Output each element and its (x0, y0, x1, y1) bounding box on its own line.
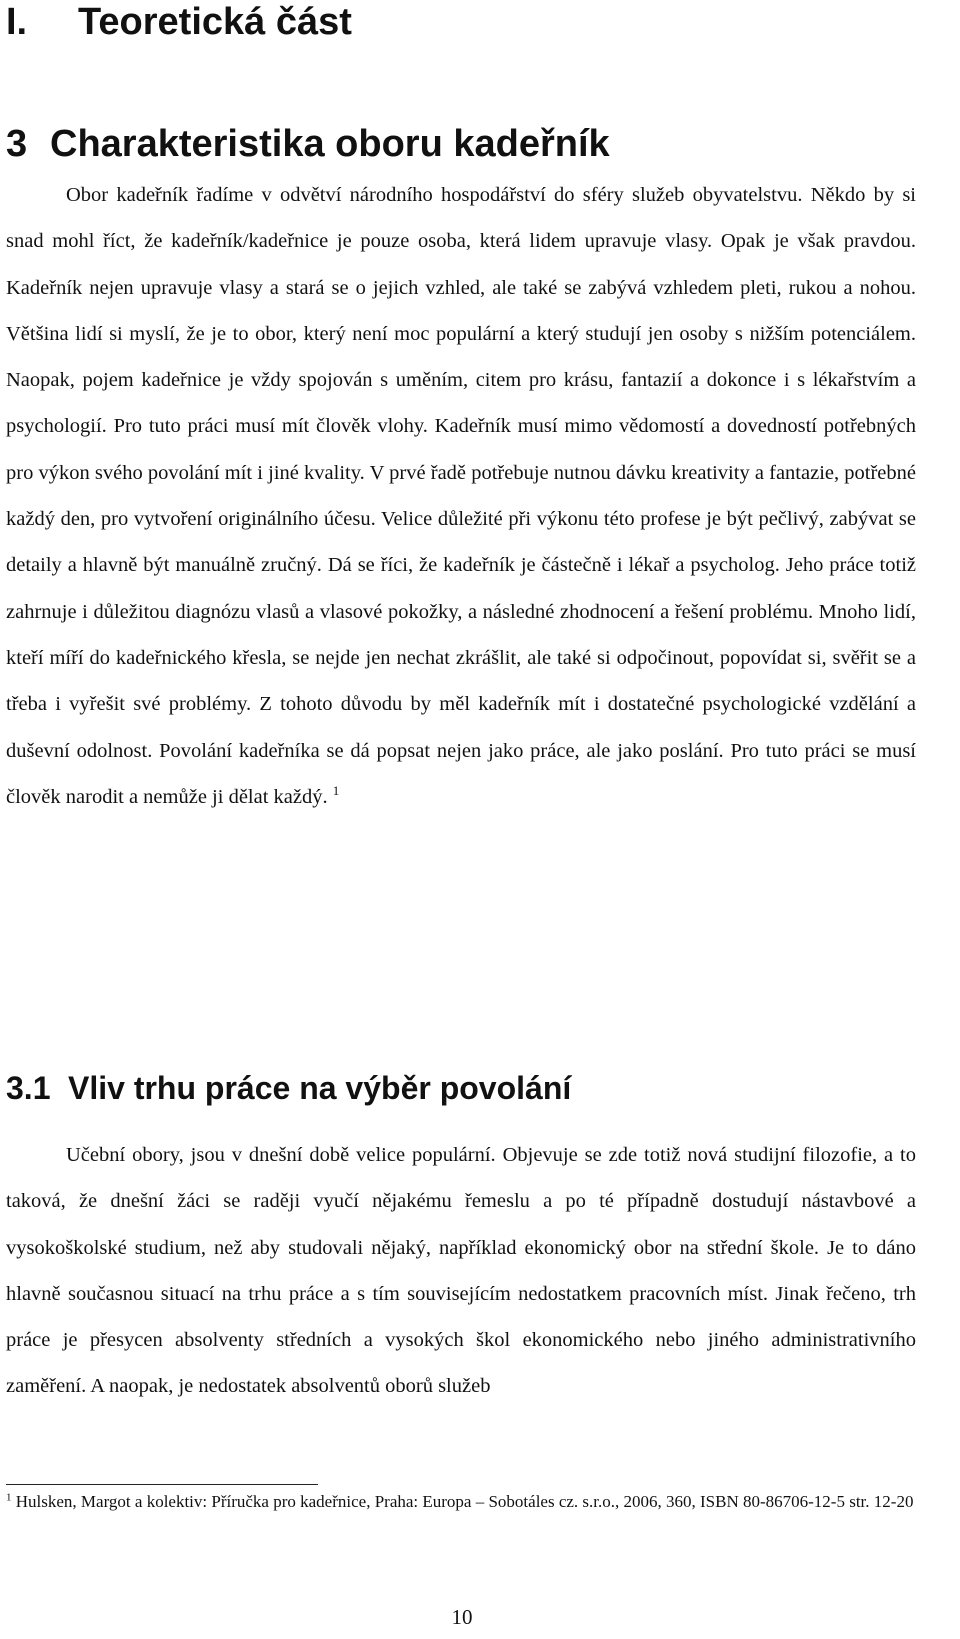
chapter-heading (6, 122, 610, 166)
footnote-reference[interactable]: 1 (332, 783, 340, 799)
footnote-text: Hulsken, Margot a kolektiv: Příručka pro kadeřnice, Praha: Europa – Sobotáles cz. s.r.o., 2006, 360, ISBN 80-86706-12-5 str. 12-20 (15, 1492, 914, 1511)
section-number: 3.1 (6, 1070, 51, 1106)
chapter-title: Charakteristika oboru kadeřník (50, 123, 610, 165)
section-paragraph: Učební obory, jsou v dnešní době velice populární. Objevuje se zde totiž nová studijní filozofie, a to taková, že dnešní žáci se raději vyučí nějakému řemeslu a po té případně dostudují nástavbové a vysokoškolské studium, než aby studovali nějaký, například ekonomický obor na střední škole. Je to dáno hlavně současnou situací na trhu práce a s tím souvisejícím nedostatkem pracovních míst. Jinak řečeno, trh práce je přesycen absolventy středních a vysokých škol ekonomického nebo jiného administrativního zaměření. A naopak, je nedostatek absolventů oborů služeb (6, 1144, 916, 1398)
page-number: 10 (451, 1605, 473, 1629)
section-title: Vliv trhu práce na výběr povolání (68, 1070, 572, 1106)
footnote-mark: 1 (6, 1491, 12, 1504)
chapter-paragraph (6, 172, 916, 820)
footnote-separator (6, 1484, 318, 1485)
chapter-paragraph-text: Obor kadeřník řadíme v odvětví národního hospodářství do sféry služeb obyvatelstvu. Někdo by si snad mohl říct, že kadeřník/kadeřnice je pouze osoba, která lidem upravuje vlasy. Opak je však pravdou. Kadeřník nejen upravuje vlasy a stará se o jejich vzhled, ale také se zabývá vzhledem pleti, rukou a nohou. Většina lidí si myslí, že je to obor, který není moc populární a který studují jen osoby s nižším potenciálem. Naopak, pojem kadeřnice je vždy spojován s uměním, citem pro krásu, fantazií a dokonce i s lékařstvím a psychologií. Pro tuto práci musí mít člověk vlohy. Kadeřník musí mimo vědomostí a dovedností potřebných pro výkon svého povolání mít i jiné kvality. V prvé řadě potřebuje nutnou dávku kreativity a fantazie, potřebné každý den, pro vytvoření originálního účesu. Velice důležité při výkonu této profese je být pečlivý, zabývat se detaily a hlavně být manuálně zručný. Dá se říci, že kadeřník je částečně i lékař a psycholog. Jeho práce totiž zahrnuje i důležitou diagnózu vlasů a vlasové pokožky, a následné zhodnocení a řešení problému. Mnoho lidí, kteří míří do kadeřnického křesla, se nejde jen nechat zkrášlit, ale také si odpočinout, popovídat si, svěřit se a třeba i vyřešit své problémy. Z tohoto důvodu by měl kadeřník mít i dostatečné psychologické vzdělání a duševní odolnost. Povolání kadeřníka se dá popsat nejen jako práce, ale jako poslání. Pro tuto práci se musí člověk narodit a nemůže ji dělat každý. (6, 184, 916, 808)
part-title: Teoretická část (78, 1, 352, 43)
part-number: I. (6, 1, 28, 43)
chapter-number: 3 (6, 123, 28, 165)
footnote (6, 1490, 916, 1514)
section-heading (6, 1069, 571, 1107)
part-heading (6, 0, 352, 44)
